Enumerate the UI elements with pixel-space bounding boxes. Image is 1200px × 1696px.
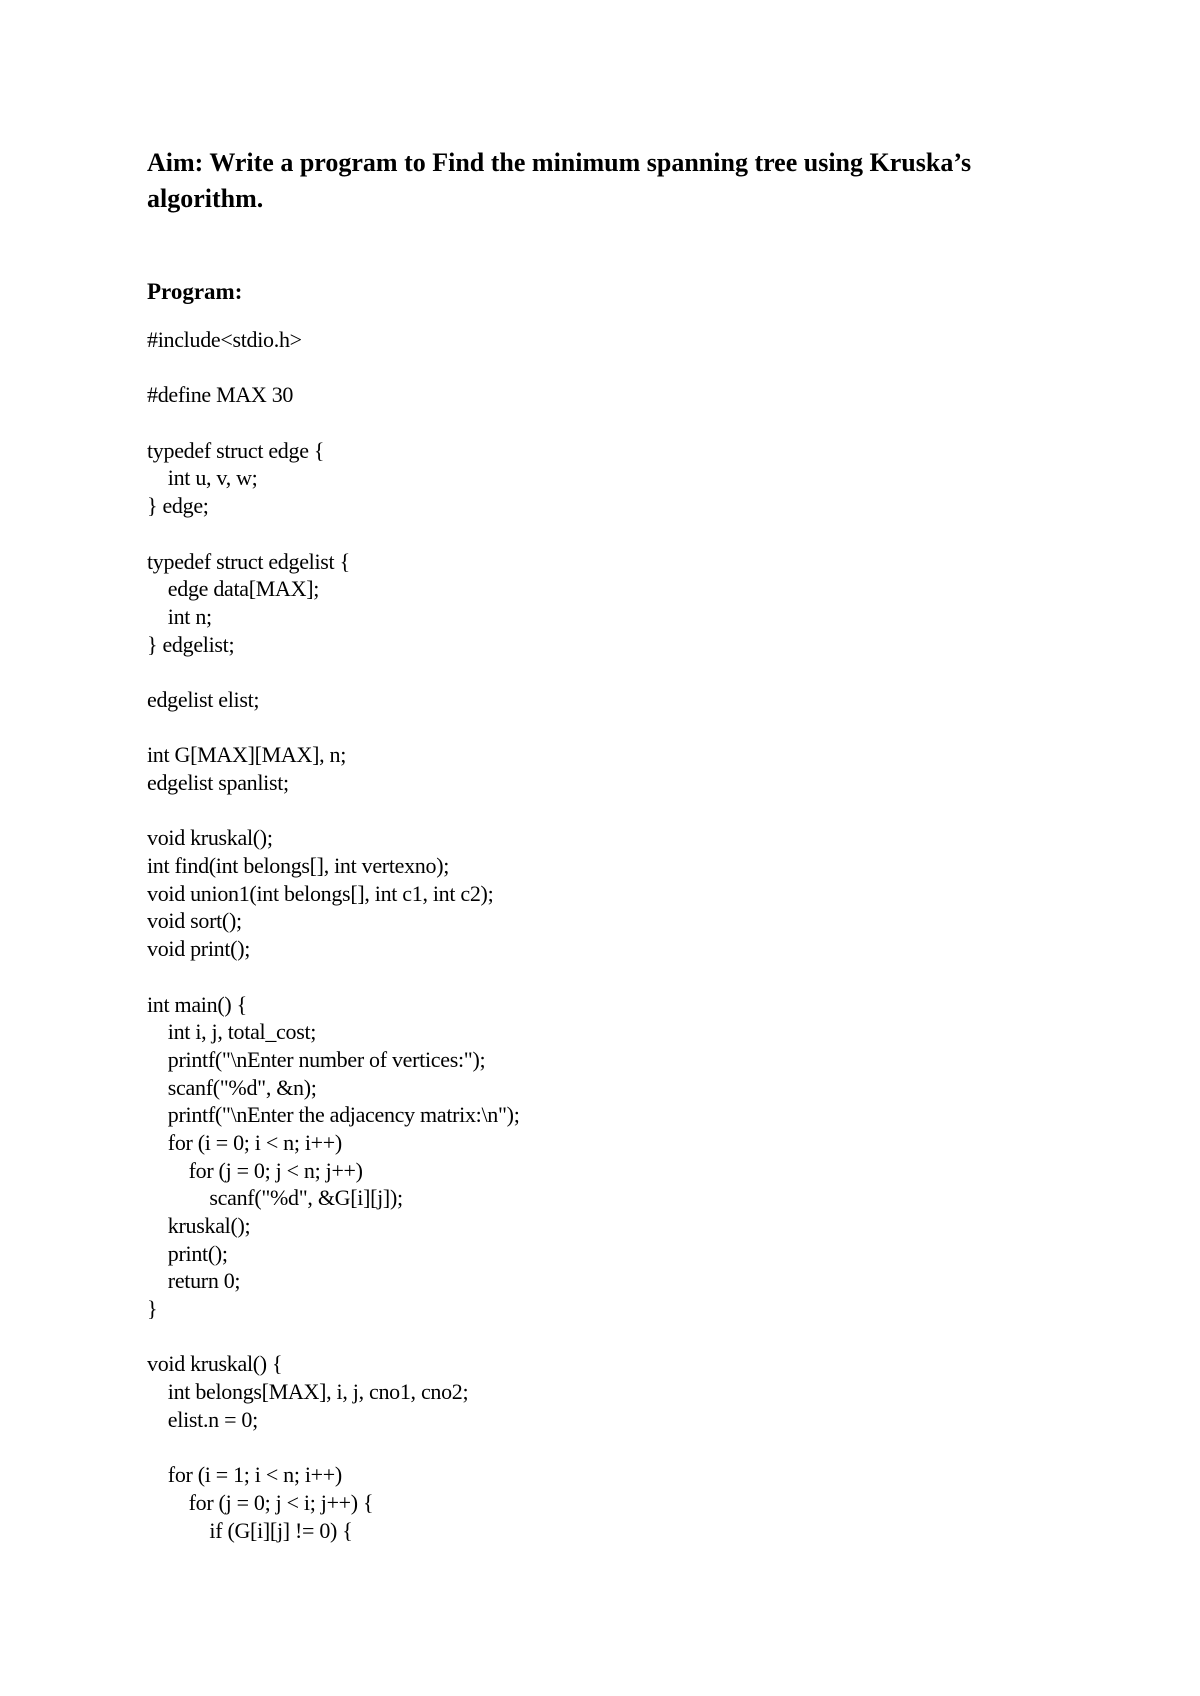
- code-line: typedef struct edgelist {: [147, 548, 350, 574]
- code-line: edgelist spanlist;: [147, 770, 289, 795]
- code-line: for (i = 1; i < n; i++): [147, 1462, 342, 1488]
- code-line: edge data[MAX];: [147, 576, 320, 602]
- program-code: [147, 326, 520, 1544]
- code-line: void sort();: [147, 908, 242, 934]
- code-line: int belongs[MAX], i, j, cno1, cno2;: [147, 1379, 469, 1405]
- code-line: int main() {: [147, 991, 247, 1017]
- code-line: [147, 354, 520, 382]
- aim-text: Write a program to Find the minimum spanning tree using Kruska’s algorithm.: [147, 148, 972, 213]
- code-line: kruskal();: [147, 1213, 251, 1238]
- code-line: int i, j, total_cost;: [147, 1019, 317, 1045]
- code-line: edgelist elist;: [147, 686, 260, 712]
- code-line: [147, 409, 520, 437]
- aim-label: Aim:: [147, 148, 204, 177]
- code-line: [147, 963, 520, 991]
- code-line: int n;: [147, 603, 212, 629]
- code-line: int G[MAX][MAX], n;: [147, 742, 347, 768]
- code-line: int find(int belongs[], int vertexno);: [147, 853, 450, 879]
- code-line: void kruskal();: [147, 825, 273, 851]
- code-line: printf("\nEnter the adjacency matrix:\n");: [147, 1102, 520, 1128]
- code-line: void union1(int belongs[], int c1, int c2);: [147, 880, 494, 906]
- code-line: return 0;: [147, 1268, 241, 1294]
- code-line: } edgelist;: [147, 631, 235, 657]
- code-line: for (i = 0; i < n; i++): [147, 1129, 342, 1155]
- program-heading: Program:: [147, 279, 243, 304]
- code-line: [147, 797, 520, 825]
- code-line: [147, 714, 520, 742]
- code-line: for (j = 0; j < n; j++): [147, 1157, 363, 1183]
- code-line: [147, 658, 520, 686]
- code-line: void print();: [147, 936, 251, 962]
- code-line: elist.n = 0;: [147, 1406, 258, 1432]
- code-line: scanf("%d", &n);: [147, 1074, 317, 1100]
- code-line: if (G[i][j] != 0) {: [147, 1517, 353, 1543]
- code-line: void kruskal() {: [147, 1351, 283, 1377]
- code-line: [147, 1434, 520, 1462]
- code-line: print();: [147, 1240, 228, 1266]
- code-line: #define MAX 30: [147, 382, 294, 408]
- code-line: [147, 520, 520, 548]
- aim-statement: [147, 145, 1047, 217]
- code-line: } edge;: [147, 493, 209, 519]
- code-line: typedef struct edge {: [147, 437, 325, 463]
- code-line: printf("\nEnter number of vertices:");: [147, 1046, 486, 1072]
- code-line: for (j = 0; j < i; j++) {: [147, 1489, 374, 1515]
- code-line: [147, 1323, 520, 1351]
- code-line: }: [147, 1296, 158, 1322]
- code-line: int u, v, w;: [147, 465, 258, 491]
- code-line: scanf("%d", &G[i][j]);: [147, 1185, 403, 1211]
- code-line: #include<stdio.h>: [147, 327, 302, 352]
